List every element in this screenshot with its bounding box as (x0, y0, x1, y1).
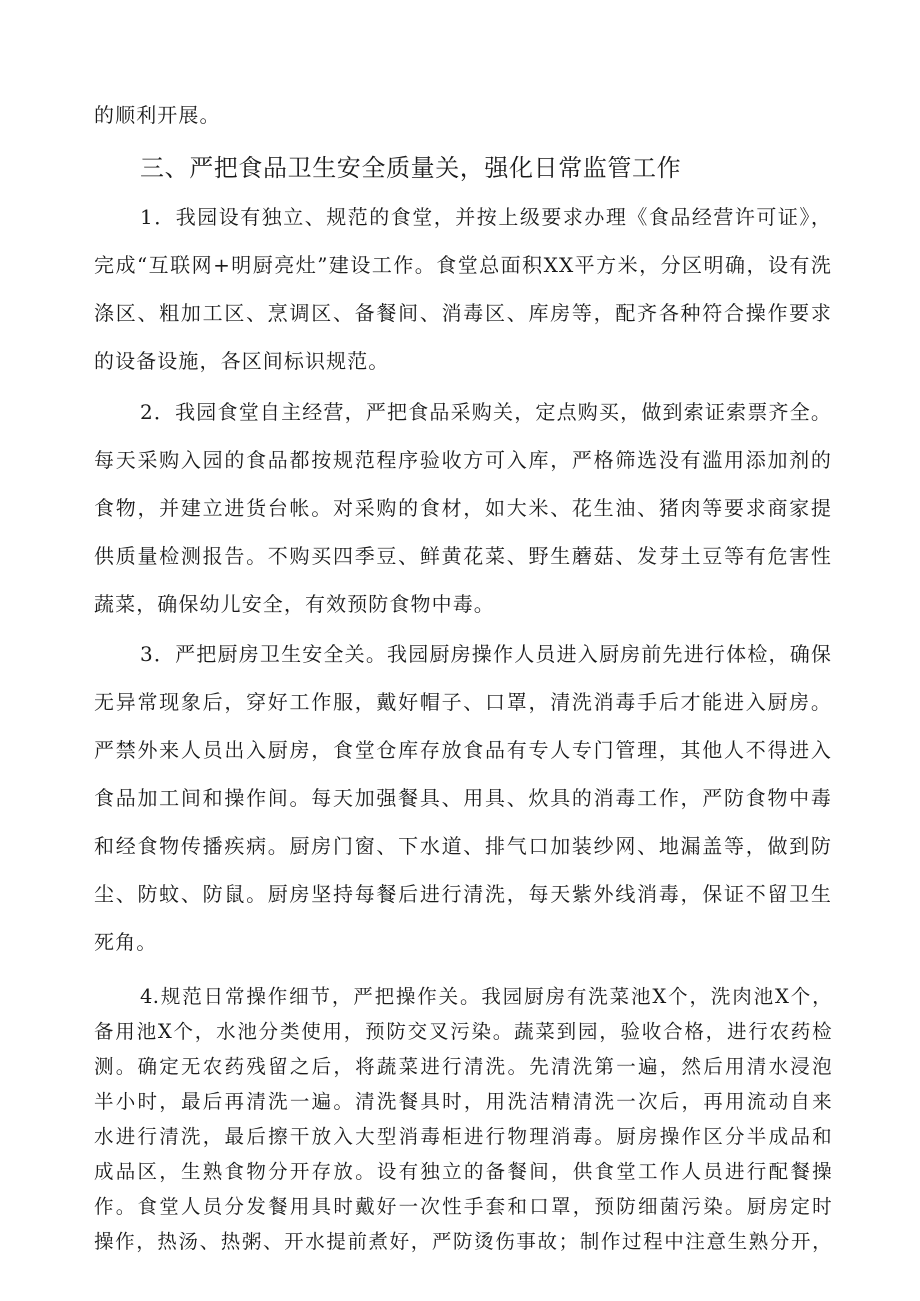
paragraph-line: 尘、防蚊、防鼠。厨房坚持每餐后进行清洗，每天紫外线消毒，保证不留卫生 (94, 882, 832, 906)
paragraph-line: 蔬菜，确保幼儿安全，有效预防食物中毒。 (94, 592, 495, 616)
paragraph-line: 水进行清洗，最后擦干放入大型消毒柜进行物理消毒。厨房操作区分半成品和 (94, 1125, 832, 1148)
paragraph-line: 作。食堂人员分发餐用具时戴好一次性手套和口罩，预防细菌污染。厨房定时 (94, 1195, 832, 1218)
paragraph-line: 3．严把厨房卫生安全关。我园厨房操作人员进入厨房前先进行体检，确保 (140, 642, 832, 666)
paragraph-line: 完成“互联网+明厨亮灶”建设工作。食堂总面积XX平方米，分区明确，设有洗 (94, 253, 832, 277)
paragraph-line: 备用池X个，水池分类使用，预防交叉污染。蔬菜到园，验收合格，进行农药检 (94, 1020, 832, 1043)
intro-tail-text: 的顺利开展。 (94, 103, 221, 127)
paragraph-line: 每天采购入园的食品都按规范程序验收方可入库，严格筛选没有滥用添加剂的 (94, 448, 832, 472)
section-heading: 三、严把食品卫生安全质量关，强化日常监管工作 (140, 154, 682, 182)
paragraph-line: 食品加工间和操作间。每天加强餐具、用具、炊具的消毒工作，严防食物中毒 (94, 786, 832, 810)
paragraph-line: 操作，热汤、热粥、开水提前煮好，严防烫伤事故；制作过程中注意生熟分开， (94, 1230, 832, 1253)
paragraph-line: 死角。 (94, 930, 158, 954)
paragraph-line: 2．我园食堂自主经营，严把食品采购关，定点购买，做到索证索票齐全。 (140, 400, 832, 424)
paragraph-line: 无异常现象后，穿好工作服，戴好帽子、口罩，清洗消毒手后才能进入厨房。 (94, 690, 832, 714)
paragraph-line: 成品区，生熟食物分开存放。设有独立的备餐间，供食堂工作人员进行配餐操 (94, 1160, 832, 1183)
paragraph-line: 半小时，最后再清洗一遍。清洗餐具时，用洗洁精清洗一次后，再用流动自来 (94, 1090, 832, 1113)
paragraph-line: 1．我园设有独立、规范的食堂，并按上级要求办理《食品经营许可证》， (140, 205, 832, 229)
paragraph-line: 供质量检测报告。不购买四季豆、鲜黄花菜、野生蘑菇、发芽土豆等有危害性 (94, 544, 832, 568)
paragraph-line: 测。确定无农药残留之后，将蔬菜进行清洗。先清洗第一遍，然后用清水浸泡 (94, 1055, 832, 1078)
paragraph-line: 和经食物传播疾病。厨房门窗、下水道、排气口加装纱网、地漏盖等，做到防 (94, 834, 832, 858)
paragraph-line: 涤区、粗加工区、烹调区、备餐间、消毒区、库房等，配齐各种符合操作要求 (94, 301, 832, 325)
paragraph-line: 4.规范日常操作细节，严把操作关。我园厨房有洗菜池X个，洗肉池X个， (140, 985, 832, 1008)
paragraph-line: 严禁外来人员出入厨房，食堂仓库存放食品有专人专门管理，其他人不得进入 (94, 738, 832, 762)
paragraph-line: 食物，并建立进货台帐。对采购的食材，如大米、花生油、猪肉等要求商家提 (94, 496, 832, 520)
paragraph-line: 的设备设施，各区间标识规范。 (94, 349, 390, 373)
